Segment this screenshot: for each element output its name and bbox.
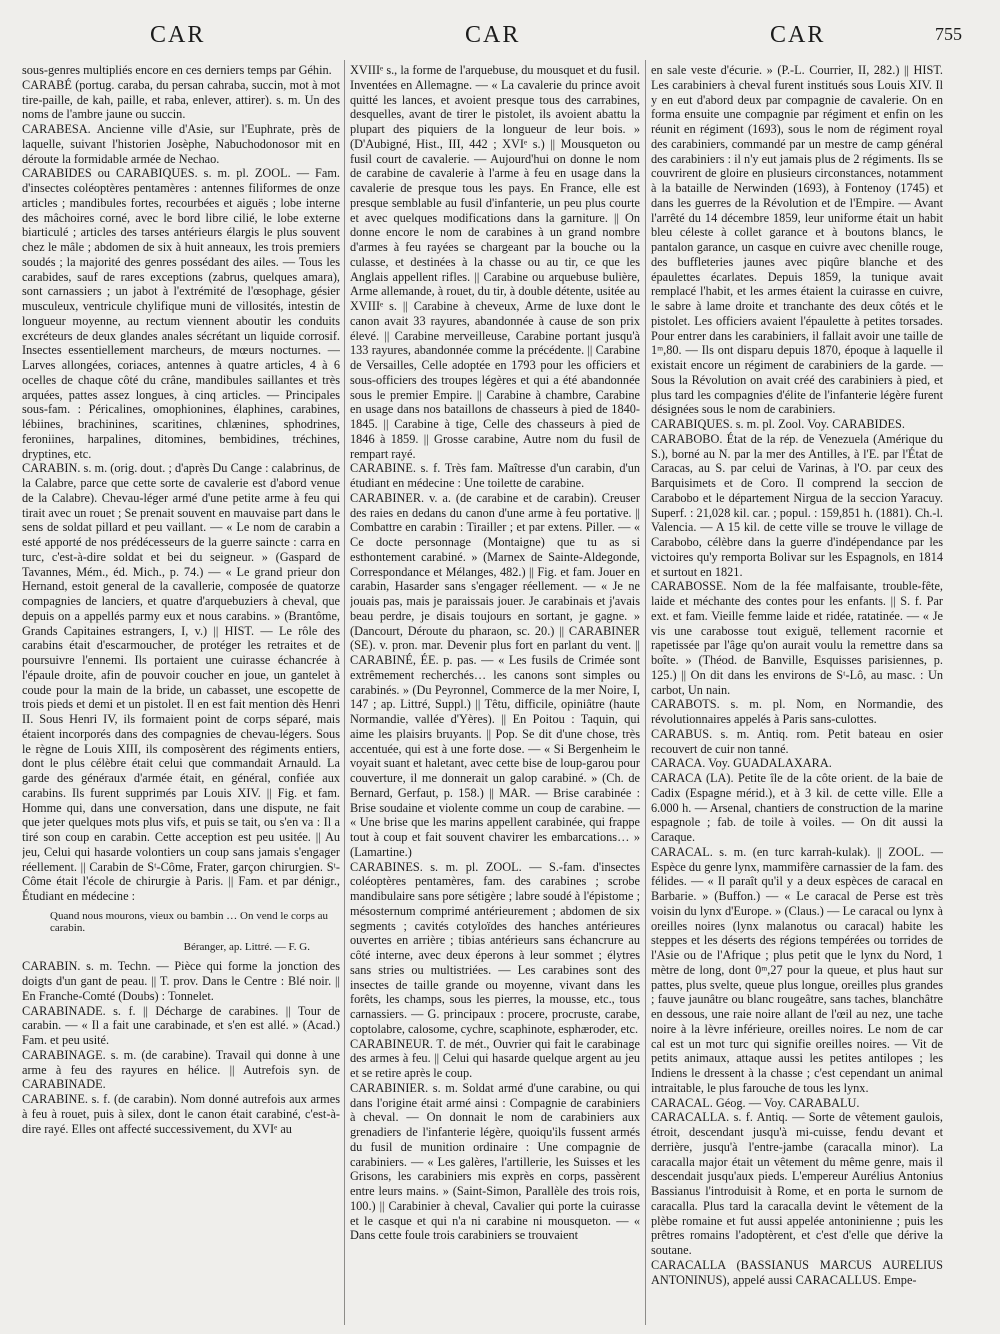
entry-caracalla-emperor: CARACALLA (BASSIANUS MARCUS AURELIUS ANTONINUS), appelé aussi CARACALLUS. Empe- [651,1257,943,1287]
entry-carabiner: CARABINER. v. a. (de carabine et de carabin). Creuser des raies en dedans du canon d'une arme à feu portative. || Combattre en carabin : Tirailler ; et par extens. Piller. — « Ce docte personnage (Montaigne) que tu as si esthontement carabiné. » (Marnex de Sainte-Aldegonde, Correspondance et Mélanges, 482.) || Fig. et fam. Jouer en carabin, Hasarder sans s'engager réellement. — « Je ne jouais pas, mais je paraissais jouer. Je carabinais et j'avais beau perdre, je disais toujours en sortant, je gagne. » (Dancourt, Déroute du pharaon, sc. 20.) || CARABINER (SE). v. pron. mar. Devenir plus fort en parlant du vent. || CARABINÉ, ÉE. p. pas. — « Les fusils de Crimée sont extrêmement recherchés… les canons sont simples ou carabinés. » (Du Peyronnel, Commerce de la mer Noire, I, 147 ; ap. Littré, Suppl.) || Têtu, difficile, opiniâtre (haute Normandie, vallée d'Yères). || En Poitou : Taquin, qui aime les plaisirs bruyants. || Pop. Se dit d'une chose, très accentuée, qui est à une forte dose. — « Si Bergenheim le voyait suant et haletant, avec cette bise de loup-garou pour couverture, il me donnerait un galop carabiné. » (Ch. de Bernard, Gerfaut, p. 158.) || MAR. — Brise carabinée : Brise soudaine et violente comme un coup de carabine. — « Une brise que les marins appellent carabinée, qui frappe tout à coup et fait souvent chavirer les embarcations… » (Lamartine.) [350,490,640,859]
entry-carabosse: CARABOSSE. Nom de la fée malfaisante, trouble-fête, laide et méchante des contes pour les enfants. || S. f. Par ext. et fam. Vieille femme laide et ridée, ratatinée. — « Je vis une carabosse tout exiguë, tellement racornie et rapetissée par l'âge qu'on aurait voulu la remettre dans sa boîte. » (Théod. de Banville, Esquisses parisiennes, p. 125.) || On dit dans les environs de Sᵗ-Lô, au masc. : Un carbot, Un nain. [651,579,943,697]
entry-carabinier-cont: en sale veste d'écurie. » (P.-L. Courrier, II, 282.) || HIST. Les carabiniers à cheval furent institués sous Louis XIV. Il y en eut d'abord deux par compagnie de cavalerie. On en forma ensuite une compagnie par régiment et enfin on les réunit en régiment (1693), sous le nom de régiment royal des carabiniers, commandé par un mestre de camp général des carabiniers : il n'y eut jamais plus de 2 régiments. Ils se couvrirent de gloire en plusieurs circonstances, notamment à la bataille de Nerwinden (1693), à Fontenoy (1745) et dans les guerres de la Révolution et de l'Empire. — Avant l'arrêté du 14 décembre 1859, leur uniforme était un habit bleu céleste à collet garance et à boutons blancs, le pantalon garance, un casque en cuivre avec chenille rouge, des buffleteries jaunes avec piqûre blanche et des épaulettes écarlates. Depuis 1859, la tunique avait remplacé l'habit, et les armes étaient la cuirasse en cuivre, le sabre à lame droite et tranchante des deux côtés et le pistolet. Les officiers avaient l'épaulette à petites torsades. Pour entrer dans les carabiniers, il fallait avoir une taille de 1ᵐ,80. — Ils ont disparu depuis 1870, époque à laquelle il existait encore un régiment de carabiniers de la garde. — Sous la Révolution on avait créé des carabiniers à pied, et plus tard les compagnies d'élite de l'infanterie légère furent désignées sous le nom de carabiniers. [651,63,943,417]
entry-carabe: CARABÉ (portug. caraba, du persan cahraba, succin, mot à mot tire-paille, de kah, paille, et raba, enlever, attirer). s. m. Un des noms de l'ambre jaune ou succin. [22,77,340,122]
running-head-center: CAR [465,22,521,48]
entry-carabinade: CARABINADE. s. f. || Décharge de carabines. || Tour de carabin. — « Il a fait une carabinade, et s'en est allé. » (Acad.) Fam. et peu usité. [22,1003,340,1047]
entry-carabinage: CARABINAGE. s. m. (de carabine). Travail qui donne à une arme à feu des rayures en hélice. || Autrefois syn. de CARABINADE. [22,1047,340,1092]
page-number: 755 [935,24,962,44]
entry-carabineur: CARABINEUR. T. de mét., Ouvrier qui fait le carabinage des armes à feu. || Celui qui hasarde quelque argent au jeu et se retire après le coup. [350,1036,640,1080]
entry-caracal-geog: CARACAL. Géog. — Voy. CARABALU. [651,1095,860,1110]
column-rule [344,60,345,1325]
entry-caraca: CARACA. Voy. GUADALAXARA. [651,756,832,771]
entry-carabines: CARABINES. s. m. pl. ZOOL. — S.-fam. d'insectes coléoptères pentamères, fam. des carabines ; scrobe mandibulaire sans pore sétigère ; labre soudé à l'épistome ; mésosternum comprimé antérieurement ; abdomen de six segments ; cavités cotyloïdes des hanches antérieures ouvertes en arrière ; tibias antérieurs sans échancrure au côté interne, avec deux éperons à leur sommet ; élytres sans stries ou multistriées. — Les carabines sont des insectes de taille grande ou moyenne, vivant dans les forêts, les champs, sous les pierres, la mousse, etc., tous carnassiers. — G. principaux : procere, procruste, carabe, coptolabre, calosome, cychre, scaphinote, esphæroder, etc. [350,859,640,1036]
entry-carabots: CARABOTS. s. m. pl. Nom, en Normandie, des révolutionnaires appelés à Paris sans-culottes. [651,697,943,726]
entry-caracalla: CARACALLA. s. f. Antiq. — Sorte de vêtement gaulois, étroit, descendant jusqu'à mi-cuisse, fendu devant et derrière, jusqu'à l'entre-jambe (caracalla minor). La caracalla major était un vêtement du même genre, mais il descendait jusqu'aux pieds. L'empereur Aurélius Antonius Bassianus l'introduisit à Rome, et en porta le surnom de caracalla. Plus tard la caracalla devint le vêtement de la plèbe romaine et fut aussi appelée antoninienne ; puis les prêtres romains l'adoptèrent, et c'est d'elle que dérive la soutane. [651,1110,943,1257]
entry-caracal: CARACAL. s. m. (en turc karrah-kulak). || ZOOL. — Espèce du genre lynx, mammifère carnassier de la fam. des félides. — « Il paraît qu'il y a deux espèces de caracal en Barbarie. » (Buffon.) — « Le caracal de Perse est très voisin du lynx d'Europe. » (Claus.) — Le caracal ou lynx à oreilles noires (lynx malanotus ou caracal) habite les steppes et les déserts des régions tempérées ou torrides de l'Asie ou de l'Afrique ; plus petit que le lynx du Nord, 1 mètre de long, dont 0ᵐ,27 pour la queue, et plus haut sur pattes, plus svelte, queue plus longue, oreilles plus grandes ; fauve jaunâtre ou blanc rougeâtre, sans taches, blanchâtre en dessous, une raie noire allant de l'œil au nez, une tache noire à la lèvre inférieure, oreilles noires. Le nom de car cal est un mot turc qui signifie oreilles noires. — Vit de petits animaux, attaque aussi les petites antilopes ; les Indiens le dressent à la chasse ; c'est cependant un animal intraitable, le plus farouche de tous les lynx. [651,844,943,1095]
entry-carabobo: CARABOBO. État de la rép. de Venezuela (Amérique du S.), borné au N. par la mer des Antilles, à l'E. par l'État de Caracas, au S. par celui de Varinas, à l'O. par ceux des Barquisimets et de Coro. Il comprend la seccion de Carabobo et le département Nirgua de la seccion Yaracuy. Superf. : 21,028 kil. car. ; popul. : 159,851 h. (1881). Ch.-l. Valencia. — A 15 kil. de cette ville se trouve le village de Carabobo, célèbre dans la guerre d'indépendance par les victoires qu'y remporta Bolivar sur les Espagnols, en 1814 et surtout en 1821. [651,431,943,579]
entry-carabine-fam: CARABINE. s. f. Très fam. Maîtresse d'un carabin, d'un étudiant en médecine : Une toilette de carabine. [350,461,640,490]
entry-carabin: CARABIN. s. m. (orig. dout. ; d'après Du Cange : calabrinus, de la Calabre, parce que cette sorte de cavalerie est d'abord venue de la Calabre). Chevau-léger armé d'une petite arme à feu qui tirait avec un rouet ; Se prenait souvent en mauvaise part dans le sens de soldat pillard et peu vaillant. — « Le nom de carabin a esté apporté de nos prédécesseurs de la guerre saincte : carra en turc, c'est-à-dire soldat et bei du seigneur. » (Gaspard de Tavannes, Mém., éd. Mich., p. 74.) — « Le grand prieur don Hernand, estoit general de la cavallerie, composée de quatorze compagnies de lanciers, et quatre d'arquebuziers à cheval, que depuis on a appellés parmy eux et nous carabins. » (Brantôme, Grands Capitaines estrangers, I, v.) || HIST. — Le rôle des carabins était d'escarmoucher, de protéger les retraites et de poursuivre l'ennemi. Ils portaient une cuirasse échancrée à l'épaule droite, afin de pouvoir coucher en joue, un gantelet à coude pour la main de la bride, un cabasset, une escopette de trois pieds et demi et un pistolet. Il en est fait mention dès Henri II. Sous Henri IV, ils formaient point de corps séparé, mais étaient incorporés dans des compagnies de chevau-légers. Sous le règne de Louis XIII, ils composèrent des régiments entiers, dont le plus célèbre était celui que commandait Arnauld. La garde des généraux d'armée était, en général, confiée aux carabins. Ils furent supprimés par Louis XIV. || Fig. et fam. Homme qui, dans une conversation, dans une dispute, ne fait que jeter quelques mots plus vifs, et puis se tait, ou s'en va : Il a tiré son coup en carabin. Cette acception est peu usitée. || Au jeu, Celui qui hasarde volontiers un coup sans jamais s'engager réellement. || Carabin de Sᵗ-Côme, Frater, garçon chirurgien. Sᵗ-Côme était l'école de chirurgie à Paris. || Fam. et par dénigr., Étudiant en médecine : [22,461,340,903]
entry-carabiques: CARABIQUES. s. m. pl. Zool. Voy. CARABIDES. [651,417,905,431]
entry-carabinier: CARABINIER. s. m. Soldat armé d'une carabine, ou qui dans l'origine était armé ainsi : Compagnie de carabiniers à cheval. — On donnait le nom de carabiniers aux grenadiers de l'infanterie légère, quoiqu'ils fussent armés du fusil de munition ordinaire : Une compagnie de carabiniers. — « Les galères, l'artillerie, les Suisses et les Grisons, les carabiniers mis exprès en corps, passèrent entre leurs mains. » (Saint-Simon, Parallèle des trois rois, 100.) || Carabinier à cheval, Cavalier qui porte la cuirasse et le casque et qui n'a ni carabine ni mousqueton. — « Dans cette foule trois carabiniers se trouvaient [350,1080,640,1243]
column-rule [645,60,646,1325]
entry-carabine-cont: XVIIIᵉ s., la forme de l'arquebuse, du mousquet et du fusil. Inventées en Allemagne. — « La cavalerie du prince avoit quitté les lances, et avoient presque tous des carrabines, desquelles, avant de tirer le pistolet, ils avoient abattu la plupart des piquiers de la longueur de leur bois. » (D'Aubigné, Hist., III, 442 ; XVIᵉ s.) || Mousqueton ou fusil court de cavalerie. — Aujourd'hui on donne le nom de carabine de cavalerie à l'arme à feu en usage dans la cavalerie de presque tous les pays. En France, elle est presque semblable au fusil d'infanterie, un peu plus courte et avec quelques modifications dans la garniture. || On donne encore le nom de carabines à un grand nombre d'armes à feu rayées se chargeant par la bouche ou la culasse, et destinées à la chasse ou au tir, ce que les Anglais appellent rifles. || Carabine ou arquebuse bulière, Arme allemande, à rouet, du tir, à double détente, usitée au XVIIIᵉ s. || Carabine à cheveux, Arme de luxe dont le canon avait 33 rayures, abandonnée à cause de son prix élevé. || Carabine merveilleuse, Carabine portant jusqu'à 133 rayures, abandonnée comme la précédente. || Carabine de Versailles, Celle adoptée en 1793 pour les officiers et sous-officiers des troupes légères et qui a été abandonnée sous le premier Empire. || Carabine à chambre, Carabine en usage dans nos bataillons de chasseurs à pied de 1840-1845. || Carabine à tige, Celle des chasseurs à pied de 1846 à 1859. || Grosse carabine, Autre nom du fusil de rempart rayé. [350,63,640,461]
entry-caraca-la: CARACA (LA). Petite île de la côte orient. de la baie de Cadix (Espagne mérid.), et à 3 kil. de cette ville. Elle a 6.000 h. — Arsenal, chantiers de construction de la marine espagnole ; fab. de toile à voiles. — On dit aussi la Caraque. [651,771,943,844]
text-column-1 [22,63,340,1328]
quote-attribution: Béranger, ap. Littré. — F. G. [183,940,310,953]
running-head-left: CAR [150,22,206,48]
entry-carabesa: CARABESA. Ancienne ville d'Asie, sur l'Euphrate, près de laquelle, suivant l'historien Josèphe, Nabuchodonosor mit en déroute la formidable armée de Nechao. [22,122,340,166]
entry-carabine: CARABINE. s. f. (de carabin). Nom donné autrefois aux armes à feu à rouet, puis à silex, dont le canon était carabiné, c'est-à-dire rayé. Elles ont affecté successivement, du XVIᵉ au [22,1092,340,1136]
entry-paragraph: sous-genres multipliés encore en ces derniers temps par Géhin. [22,63,332,77]
text-column-3 [651,63,943,1328]
entry-carabides: CARABIDES ou CARABIQUES. s. m. pl. ZOOL. — Fam. d'insectes coléoptères pentamères : antennes filiformes de onze articles ; mandibules fortes, recourbées et aiguës ; lobe interne des mâchoires corné, avec le bord libre cilié, le lobe externe biarticulé ; articles des tarses antérieurs élargis le plus souvent chez le mâle ; abdomen de six à huit anneaux, les trois premiers soudés ; la majorité des genres possédant des ailes. — Tous les carabides, sauf de rares exceptions (zabrus, quelques amara), sont carnassiers ; un jabot à l'extrémité de l'œsophage, gésier musculeux, ventricule chylifique muni de villosités, intestin de longueur moyenne, au rectum viennent aboutir les conduits excréteurs de deux glandes anales sécrétant un liquide corrosif. Insectes essentiellement marcheurs, de mœurs nocturnes. — Larves allongées, coriaces, antennes à quatre articles, 4 à 6 ocelles de chaque côté du crâne, mandibules saillantes et très arquées, pattes assez longues, à cinq articles. — Principales sous-fam. : Péricalines, omophionines, élaphines, carabines, lébiines, brachinines, scaritines, chlænines, sphodrines, feroniines, harpalines, ditomines, bembidines, tréchines, dryptines, etc. [22,166,340,461]
text-column-2 [350,63,640,1328]
verse-quote: Quand nous mourons, vieux ou bambin … On vend le corps au carabin. [50,909,329,935]
entry-carabin-techn: CARABIN. s. m. Techn. — Pièce qui forme la jonction des doigts d'un gant de peau. || T. prov. Dans le Centre : Blé noir. || En Franche-Comté (Doubs) : Tonnelet. [22,959,340,1003]
running-head-right: CAR [770,22,826,48]
entry-carabus: CARABUS. s. m. Antiq. rom. Petit bateau en osier recouvert de cuir non tanné. [651,726,943,756]
